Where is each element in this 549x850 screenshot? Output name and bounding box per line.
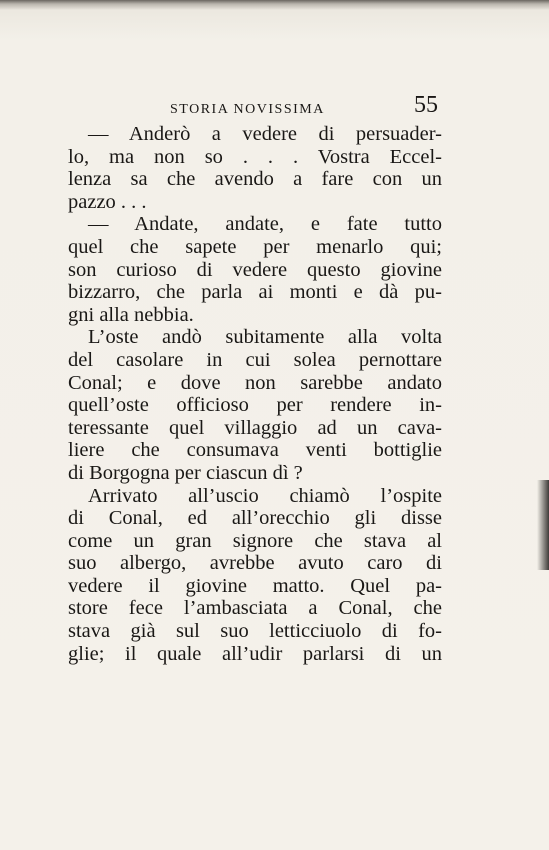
text-line: gni alla nebbia. [68,303,194,326]
text-line: di Borgogna per ciascun dì ? [68,461,303,484]
text-line: lo, ma non so . . . Vostra Eccel- [68,145,442,168]
text-line: L’oste andò subitamente alla volta [88,326,442,349]
text-line: quell’oste officioso per rendere in- [68,394,442,417]
page-header [60,92,438,122]
text-line: vedere il giovine matto. Quel pa- [68,574,442,597]
text-line: del casolare in cui solea pernottare [68,348,442,371]
text-line: stava già sul suo letticciuolo di fo- [68,620,442,643]
text-line: pazzo . . . [68,190,147,213]
text-line: lenza sa che avendo a fare con un [68,168,442,191]
text-line: liere che consumava venti bottiglie [68,439,442,462]
page-edge-shadow [537,480,549,570]
body-text [68,123,442,665]
text-line: son curioso di vedere questo giovine [68,258,442,281]
text-line: — Anderò a vedere di persuader- [88,123,442,145]
text-line: teressante quel villaggio ad un cava- [68,416,442,439]
text-line: di Conal, ed all’orecchio gli disse [68,507,442,530]
text-line: glie; il quale all’udir parlarsi di un [68,642,442,665]
text-line: Arrivato all’uscio chiamò l’ospite [88,484,442,507]
text-line: store fece l’ambasciata a Conal, che [68,597,442,620]
page-top-edge [0,0,549,10]
text-line: come un gran signore che stava al [68,529,442,552]
text-line: — Andate, andate, e fate tutto [88,213,442,236]
text-line: Conal; e dove non sarebbe andato [68,371,442,394]
text-line: quel che sapete per menarlo qui; [68,235,442,258]
running-title: STORIA NOVISSIMA [170,102,325,117]
text-line: suo albergo, avrebbe avuto caro di [68,552,442,575]
page-number: 55 [414,92,438,118]
text-line: bizzarro, che parla ai monti e dà pu- [68,281,442,304]
